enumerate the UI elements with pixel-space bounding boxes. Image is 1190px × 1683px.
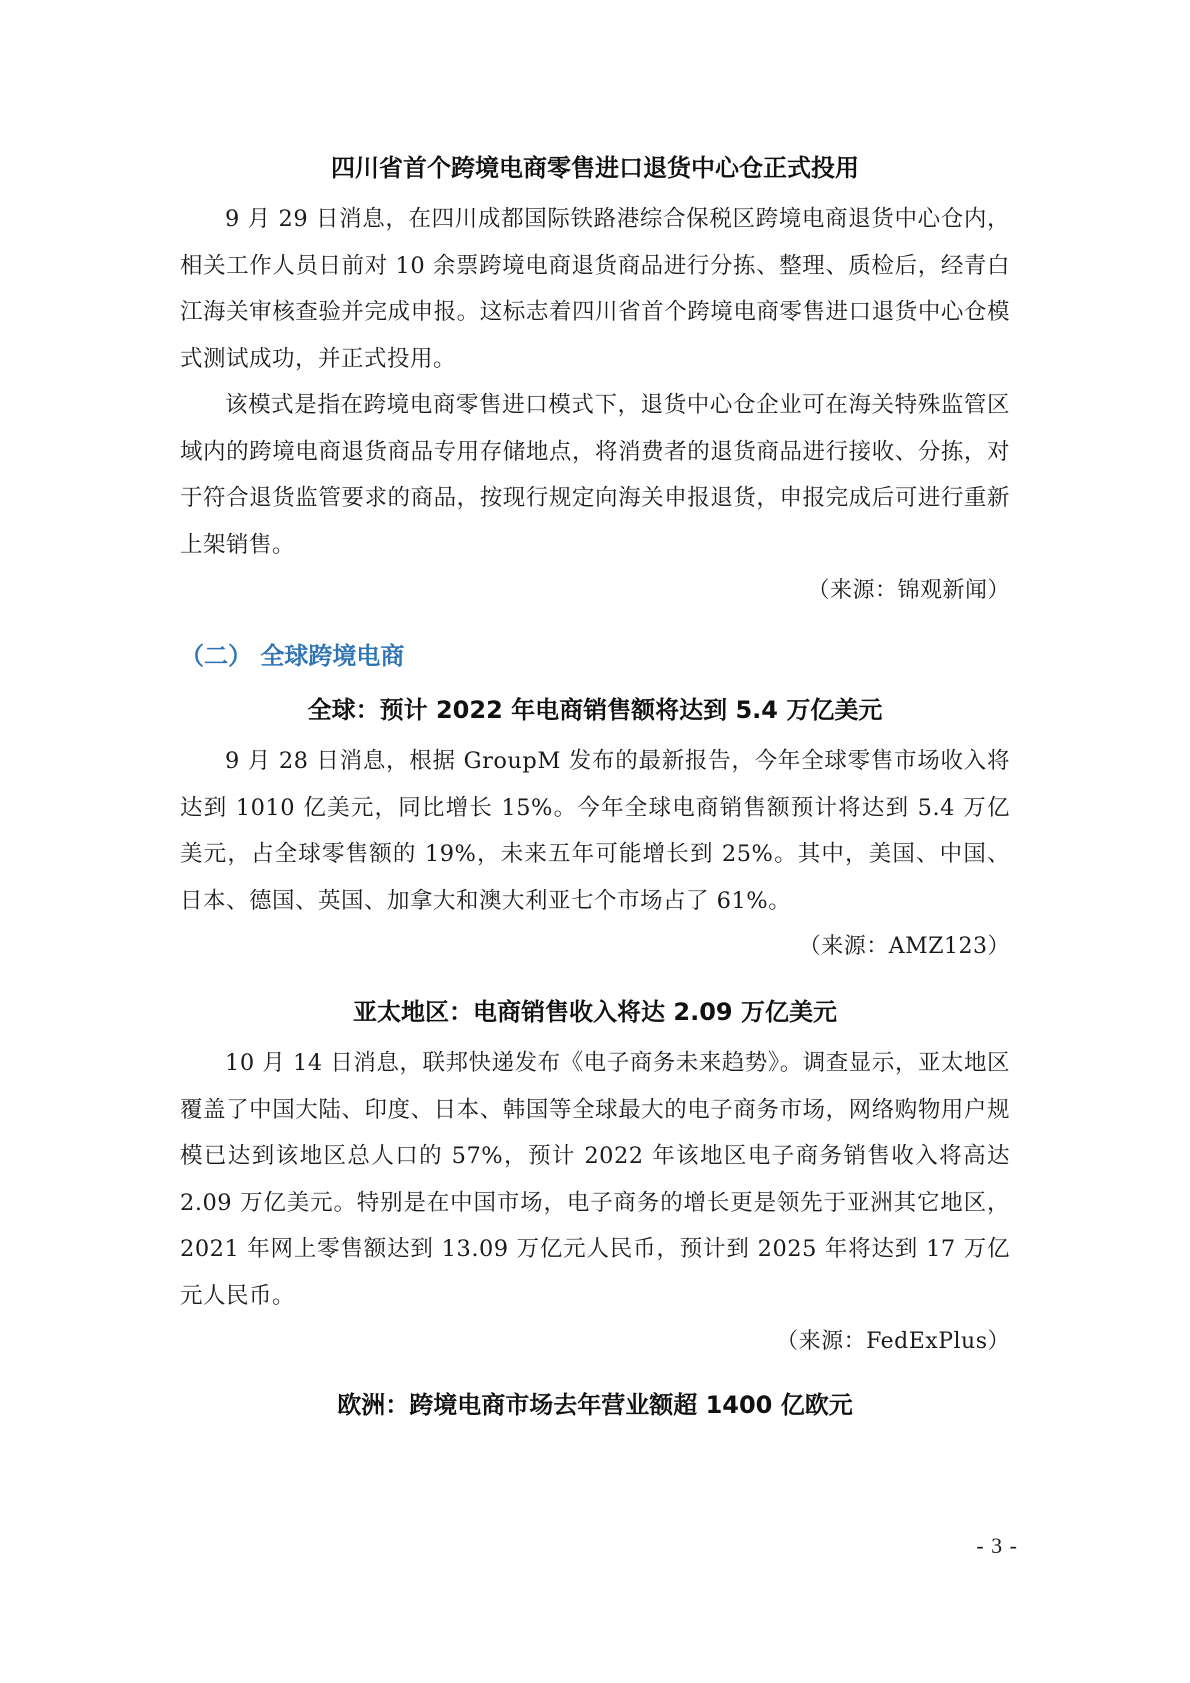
article-title: 亚太地区：电商销售收入将达 2.09 万亿美元	[353, 998, 837, 1026]
article-title: 欧洲：跨境电商市场去年营业额超 1400 亿欧元	[337, 1391, 853, 1419]
article-source: （来源：FedExPlus）	[776, 1329, 1010, 1354]
article-paragraph: 9 月 29 日消息，在四川成都国际铁路港综合保税区跨境电商退货中心仓内，相关工作人员日前对 10 余票跨境电商退货商品进行分拣、整理、质检后，经青白江海关审核查验并完成申报。这标志着四川省首个跨境电商零售进口退货中心仓模式测试成功，并正式投用。	[180, 206, 1010, 372]
page-number: - 3 -	[976, 1533, 1018, 1558]
document-content	[180, 150, 1010, 1433]
section-global-cross-border	[180, 638, 1010, 674]
article-title: 四川省首个跨境电商零售进口退货中心仓正式投用	[331, 154, 859, 182]
article-sichuan-return-center	[180, 150, 1010, 614]
section-heading: （二） 全球跨境电商	[180, 642, 405, 670]
article-paragraph: 10 月 14 日消息，联邦快递发布《电子商务未来趋势》。调查显示，亚太地区覆盖了中国大陆、印度、日本、韩国等全球最大的电子商务市场，网络购物用户规模已达到该地区总人口的 57%，预计 2022 年该地区电子商务销售收入将高达 2.09 万亿美元。特别是在中国市场，电子商务的增长更是领先于亚洲其它地区，2021 年网上零售额达到 13.09 万亿元人民币，预计到 2025 年将达到 17 万亿元人民币。	[180, 1050, 1010, 1309]
article-paragraph: 9 月 28 日消息，根据 GroupM 发布的最新报告，今年全球零售市场收入将达到 1010 亿美元，同比增长 15%。今年全球电商销售额预计将达到 5.4 万亿美元，占全球零售额的 19%，未来五年可能增长到 25%。其中，美国、中国、日本、德国、英国、加拿大和澳大利亚七个市场占了 61%。	[180, 748, 1010, 914]
article-asia-pacific-ecommerce	[180, 994, 1010, 1365]
article-source: （来源：AMZ123）	[798, 934, 1010, 959]
article-source: （来源：锦观新闻）	[807, 578, 1010, 603]
article-europe-ecommerce	[180, 1387, 1010, 1423]
article-title: 全球：预计 2022 年电商销售额将达到 5.4 万亿美元	[307, 696, 883, 724]
article-global-ecommerce-sales	[180, 692, 1010, 970]
article-paragraph: 该模式是指在跨境电商零售进口模式下，退货中心仓企业可在海关特殊监管区域内的跨境电商退货商品专用存储地点，将消费者的退货商品进行接收、分拣，对于符合退货监管要求的商品，按现行规定向海关申报退货，申报完成后可进行重新上架销售。	[180, 392, 1010, 558]
